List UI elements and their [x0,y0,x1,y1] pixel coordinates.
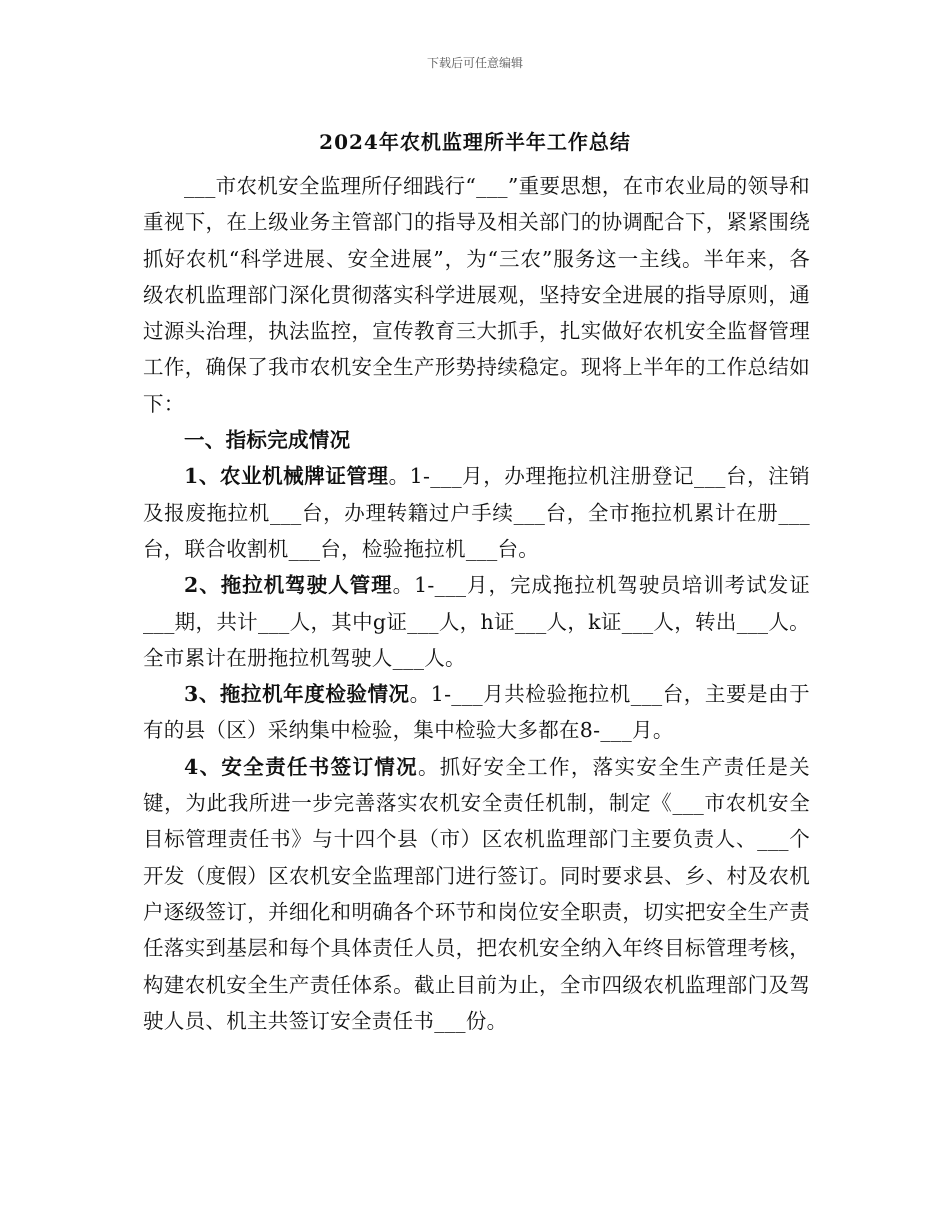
item-paragraph [143,749,810,1039]
item-lead: 3、拖拉机年度检验情况 [184,682,410,707]
item-text: 。抓好安全工作，落实安全生产责任是关键，为此我所进一步完善落实农机安全责任机制，制定《___市农机安全目标管理责任书》与十四个县（市）区农机监理部门主要负责人、___个开发（度假）区农机安全监理部门进行签订。同时要求县、乡、村及农机户逐级签订，并细化和明确各个环节和岗位安全职责，切实把安全生产责任落实到基层和每个具体责任人员，把农机安全纳入年终目标管理考核，构建农机安全生产责任体系。截止目前为止，全市四级农机监理部门及驾驶人员、机主共签订安全责任书___份。 [143,754,810,1033]
item-paragraph [143,676,810,749]
item-text: 。1-___月共检验拖拉机___台，主要是由于有的县（区）采纳集中检验，集中检验大多都在8-___月。 [143,682,810,743]
section-heading: 一、指标完成情况 [184,428,351,453]
item-paragraph [143,567,810,676]
intro-paragraph: ___市农机安全监理所仔细践行“___”重要思想，在市农业局的领导和重视下，在上级业务主管部门的指导及相关部门的协调配合下，紧紧围绕抓好农机“科学进展、安全进展”，为“三农”服务这一主线。半年来，各级农机监理部门深化贯彻落实科学进展观，坚持安全进展的指导原则，通过源头治理，执法监控，宣传教育三大抓手，扎实做好农机安全监督管理工作，确保了我市农机安全生产形势持续稳定。现将上半年的工作总结如下： [143,174,810,416]
header-note: 下载后可任意编辑 [426,56,523,70]
item-lead: 1、农业机械牌证管理 [184,464,389,489]
item-lead: 2、拖拉机驾驶人管理 [184,573,393,598]
item-lead: 4、安全责任书签订情况 [184,754,418,779]
item-paragraph [143,458,810,567]
document-body [143,168,810,1039]
item-text: 。1-___月，完成拖拉机驾驶员培训考试发证___期，共计___人，其中g证___人，h证___人，k证___人，转出___人。全市累计在册拖拉机驾驶人___人。 [143,573,811,670]
document-title: 2024年农机监理所半年工作总结 [319,130,631,154]
item-text: 。1-___月，办理拖拉机注册登记___台，注销及报废拖拉机___台，办理转籍过户手续___台，全市拖拉机累计在册___台，联合收割机___台，检验拖拉机___台。 [143,464,811,561]
